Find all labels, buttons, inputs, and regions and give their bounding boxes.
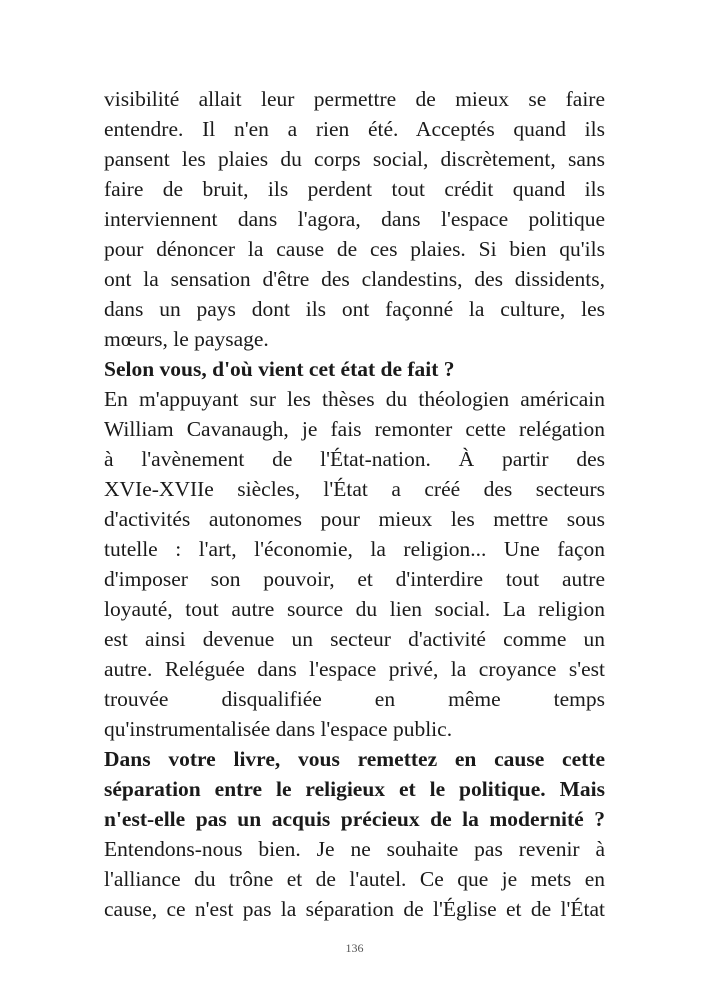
page-number: 136 [345,941,364,955]
text-line: pour dénoncer la cause de ces plaies. Si bien qu'ils [104,237,605,261]
text-line: William Cavanaugh, je fais remonter cette relégation [104,417,605,441]
text-line: tutelle : l'art, l'économie, la religion... Une façon [104,537,605,561]
question-line: Selon vous, d'où vient cet état de fait ? [104,357,455,381]
text-line: est ainsi devenue un secteur d'activité comme un [104,627,605,651]
text-line: visibilité allait leur permettre de mieux se faire [104,87,605,111]
question-line: Dans votre livre, vous remettez en cause cette [104,747,605,771]
text-line: cause, ce n'est pas la séparation de l'Église et de l'État [104,897,605,921]
text-line: Entendons-nous bien. Je ne souhaite pas revenir à [104,837,605,861]
body-text [104,84,605,924]
text-line: mœurs, le paysage. [104,327,269,351]
text-line: interviennent dans l'agora, dans l'espace politique [104,207,605,231]
text-line: dans un pays dont ils ont façonné la culture, les [104,297,605,321]
text-line: l'alliance du trône et de l'autel. Ce que je mets en [104,867,605,891]
text-line: à l'avènement de l'État-nation. À partir des [104,447,605,471]
text-line: loyauté, tout autre source du lien social. La religion [104,597,605,621]
text-line: entendre. Il n'en a rien été. Acceptés quand ils [104,117,605,141]
text-line: d'imposer son pouvoir, et d'interdire tout autre [104,567,605,591]
text-line: trouvée disqualifiée en même temps [104,687,605,711]
text-line: faire de bruit, ils perdent tout crédit quand ils [104,177,605,201]
text-line: qu'instrumentalisée dans l'espace public. [104,717,453,741]
text-line: pansent les plaies du corps social, discrètement, sans [104,147,605,171]
text-line: En m'appuyant sur les thèses du théologien américain [104,387,605,411]
question-line: n'est-elle pas un acquis précieux de la modernité ? [104,807,605,831]
text-line: XVIe-XVIIe siècles, l'État a créé des secteurs [104,477,605,501]
text-line: ont la sensation d'être des clandestins, des dissidents, [104,267,605,291]
question-line: séparation entre le religieux et le politique. Mais [104,777,605,801]
text-line: d'activités autonomes pour mieux les mettre sous [104,507,605,531]
text-line: autre. Reléguée dans l'espace privé, la croyance s'est [104,657,605,681]
